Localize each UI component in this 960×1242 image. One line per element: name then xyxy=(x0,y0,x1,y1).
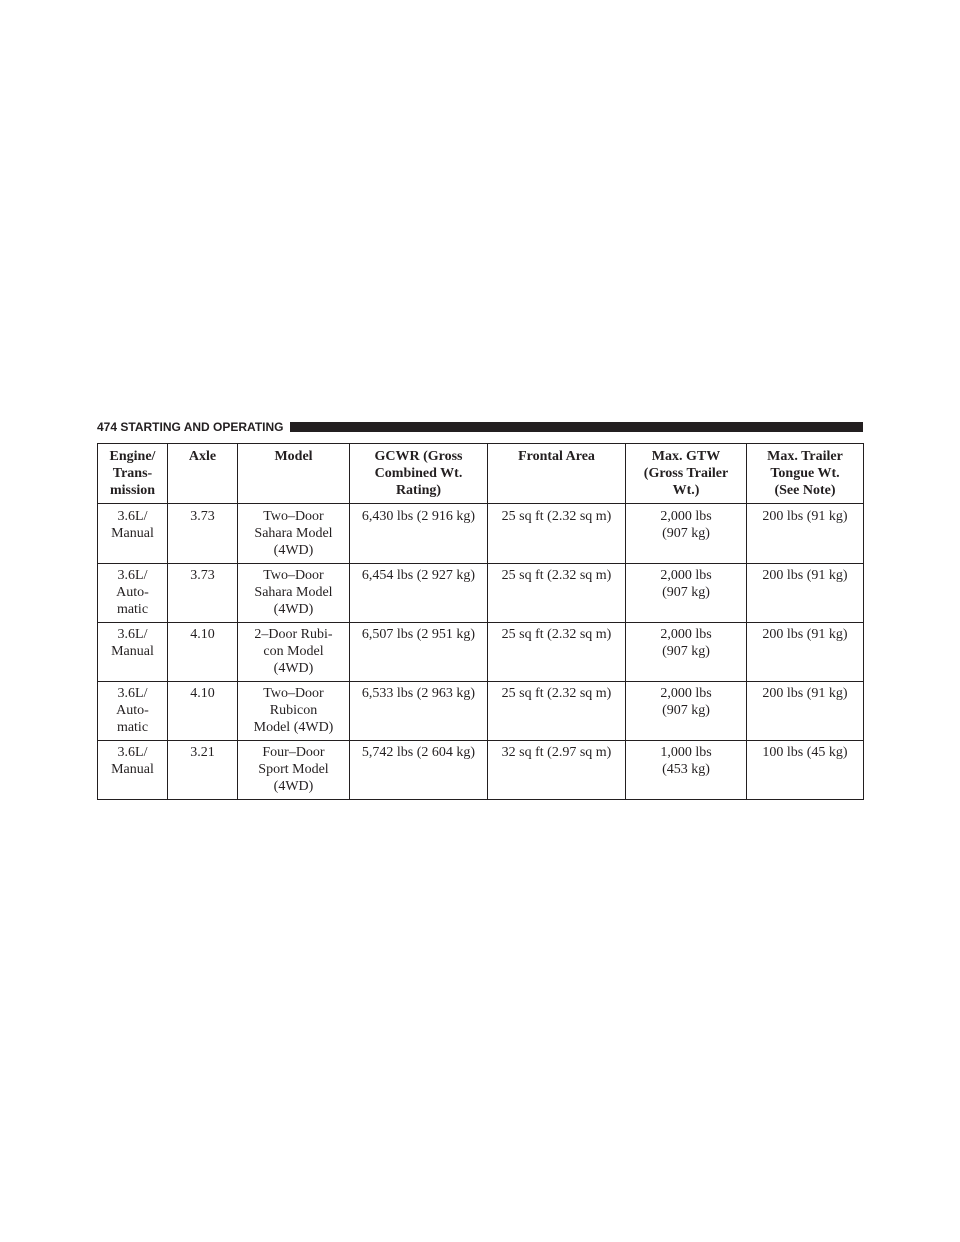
cell-gcwr: 6,533 lbs (2 963 kg) xyxy=(350,682,488,741)
cell-max-gtw: 2,000 lbs (907 kg) xyxy=(626,504,747,564)
header-max-tongue-wt: Max. Trailer Tongue Wt. (See Note) xyxy=(747,444,864,504)
page-header xyxy=(97,419,863,435)
cell-frontal-area: 25 sq ft (2.32 sq m) xyxy=(488,564,626,623)
cell-axle: 3.21 xyxy=(168,741,238,800)
cell-frontal-area: 25 sq ft (2.32 sq m) xyxy=(488,504,626,564)
cell-max-tongue-wt: 200 lbs (91 kg) xyxy=(747,564,864,623)
cell-frontal-area: 25 sq ft (2.32 sq m) xyxy=(488,623,626,682)
header-frontal-area: Frontal Area xyxy=(488,444,626,504)
header-model: Model xyxy=(238,444,350,504)
header-engine-transmission: Engine/ Trans- mission xyxy=(98,444,168,504)
cell-engine-transmission: 3.6L/ Manual xyxy=(98,741,168,800)
page-number: 474 xyxy=(97,420,118,434)
cell-axle: 3.73 xyxy=(168,564,238,623)
cell-model: 2–Door Rubi- con Model (4WD) xyxy=(238,623,350,682)
cell-engine-transmission: 3.6L/ Manual xyxy=(98,623,168,682)
cell-max-gtw: 2,000 lbs (907 kg) xyxy=(626,682,747,741)
cell-engine-transmission: 3.6L/ Auto- matic xyxy=(98,682,168,741)
table-row xyxy=(98,741,864,800)
table-row xyxy=(98,682,864,741)
cell-gcwr: 5,742 lbs (2 604 kg) xyxy=(350,741,488,800)
header-gcwr: GCWR (Gross Combined Wt. Rating) xyxy=(350,444,488,504)
cell-max-gtw: 2,000 lbs (907 kg) xyxy=(626,623,747,682)
cell-engine-transmission: 3.6L/ Manual xyxy=(98,504,168,564)
section-title: STARTING AND OPERATING xyxy=(120,420,284,434)
cell-model: Two–Door Sahara Model (4WD) xyxy=(238,504,350,564)
cell-gcwr: 6,454 lbs (2 927 kg) xyxy=(350,564,488,623)
cell-max-tongue-wt: 200 lbs (91 kg) xyxy=(747,504,864,564)
cell-max-tongue-wt: 200 lbs (91 kg) xyxy=(747,682,864,741)
cell-gcwr: 6,430 lbs (2 916 kg) xyxy=(350,504,488,564)
cell-engine-transmission: 3.6L/ Auto- matic xyxy=(98,564,168,623)
cell-max-tongue-wt: 200 lbs (91 kg) xyxy=(747,623,864,682)
cell-model: Two–Door Sahara Model (4WD) xyxy=(238,564,350,623)
table-row xyxy=(98,623,864,682)
cell-axle: 3.73 xyxy=(168,504,238,564)
header-rule xyxy=(290,422,863,432)
cell-axle: 4.10 xyxy=(168,623,238,682)
cell-gcwr: 6,507 lbs (2 951 kg) xyxy=(350,623,488,682)
cell-model: Four–Door Sport Model (4WD) xyxy=(238,741,350,800)
table-row xyxy=(98,564,864,623)
table-row xyxy=(98,504,864,564)
page-header-text xyxy=(97,419,290,435)
header-axle: Axle xyxy=(168,444,238,504)
cell-max-gtw: 2,000 lbs (907 kg) xyxy=(626,564,747,623)
cell-frontal-area: 25 sq ft (2.32 sq m) xyxy=(488,682,626,741)
cell-axle: 4.10 xyxy=(168,682,238,741)
cell-max-gtw: 1,000 lbs (453 kg) xyxy=(626,741,747,800)
header-max-gtw: Max. GTW (Gross Trailer Wt.) xyxy=(626,444,747,504)
table-header-row xyxy=(98,444,864,504)
cell-frontal-area: 32 sq ft (2.97 sq m) xyxy=(488,741,626,800)
towing-spec-table xyxy=(97,443,864,800)
cell-max-tongue-wt: 100 lbs (45 kg) xyxy=(747,741,864,800)
cell-model: Two–Door Rubicon Model (4WD) xyxy=(238,682,350,741)
